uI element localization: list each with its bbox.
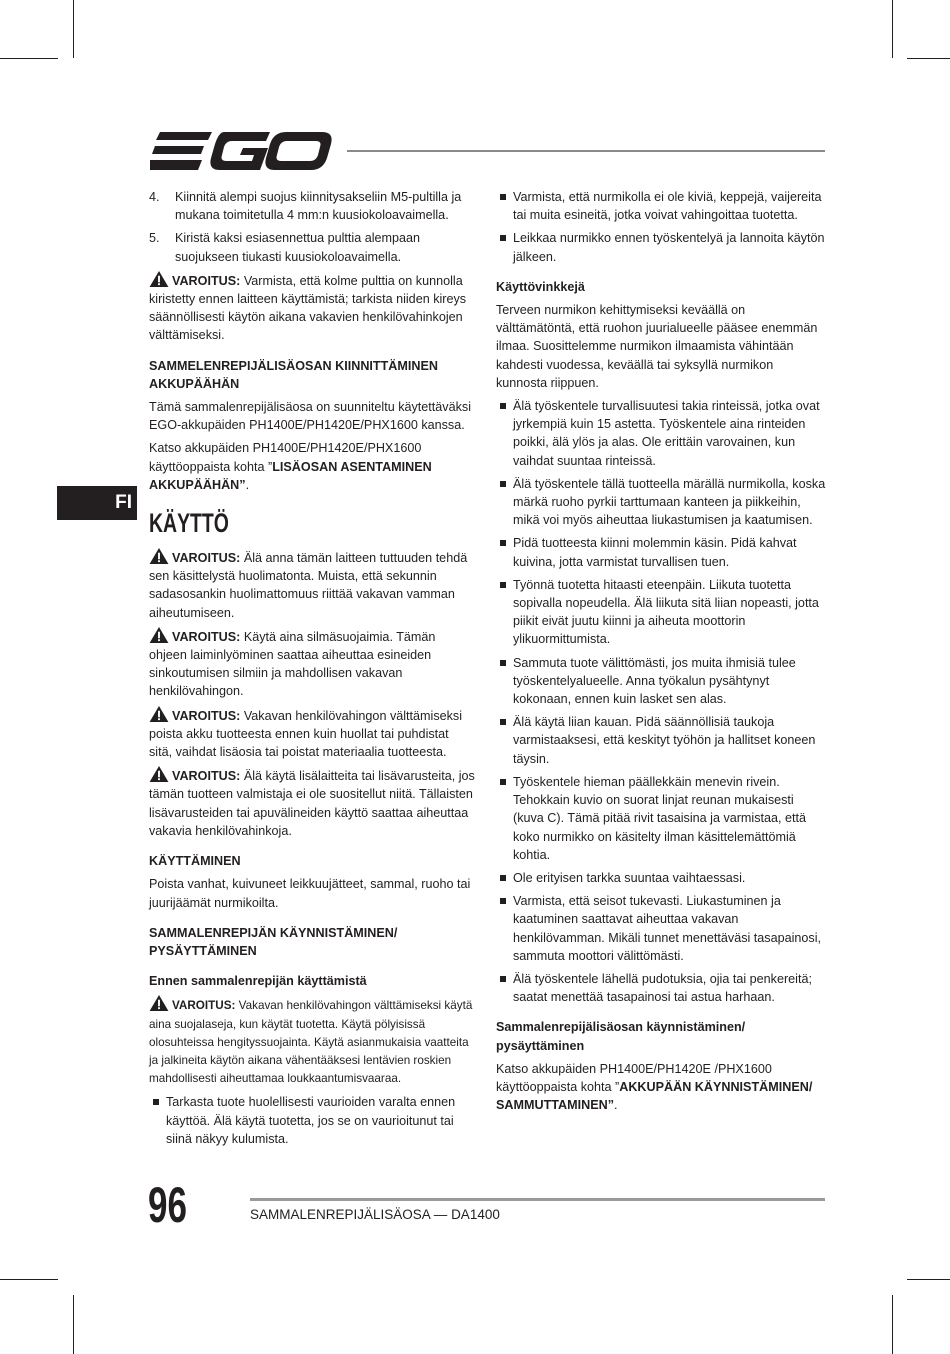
ego-logo	[150, 130, 332, 172]
crop-mark	[0, 1279, 58, 1280]
section-heading: SAMMALENREPIJÄN KÄYNNISTÄMINEN/ PYSÄYTTÄMINEN	[149, 925, 398, 958]
section-heading: KÄYTTÄMINEN	[149, 854, 241, 869]
chapter-title: KÄYTTÖ	[149, 508, 229, 539]
paragraph: Katso akkupäiden PH1400E/PH1420E/PHX1600 käyttöoppaista kohta ”LISÄOSAN ASENTAMINEN AKKUPÄÄHÄN”.	[149, 441, 432, 492]
bullet-square-icon	[149, 1093, 166, 1148]
bullet-item: Leikkaa nurmikko ennen työskentelyä ja lannoita käytön jälkeen.	[496, 229, 826, 265]
right-column	[496, 188, 826, 1119]
bullet-square-icon	[496, 576, 513, 649]
warning-triangle-icon	[149, 271, 169, 287]
paragraph: Terveen nurmikon kehittymiseksi keväällä on välttämätöntä, että ruohon juurialueelle pääsee enemmän ilmaa. Suosittelemme nurmikon ilmaamista vähintään kahdesti vuodessa, keväällä tai syksyllä nurmikon kunnosta riippuen.	[496, 303, 818, 390]
header-rule	[347, 150, 825, 152]
bullet-square-icon	[496, 869, 513, 887]
warning-triangle-icon	[149, 706, 169, 722]
bullet-square-icon	[496, 773, 513, 864]
crop-mark	[892, 1295, 893, 1354]
bullet-square-icon	[496, 892, 513, 965]
warning-paragraph: VAROITUS: Varmista, että kolme pulttia on kunnolla kiristetty ennen laitteen käyttämistä; tarkista niiden kireys säännöllisesti käytön aikana vakavien henkilövahinkojen välttämiseksi.	[149, 271, 475, 345]
crop-mark	[73, 1295, 74, 1354]
bullet-square-icon	[496, 397, 513, 470]
bullet-item: Älä työskentele lähellä pudotuksia, ojia tai penkereitä; saatat menettää tasapainosi tai astua harhaan.	[496, 970, 826, 1006]
step-item: 4. Kiinnitä alempi suojus kiinnitysakseliin M5-pultilla ja mukana toimitetulla 4 mm:n kuusiokoloavaimella.	[149, 190, 462, 223]
crop-mark	[907, 58, 950, 59]
warning-paragraph: VAROITUS: Vakavan henkilövahingon välttämiseksi poista akku tuotteesta ennen kuin huollat tai puhdistat sitä, vaihdat lisäosia tai poistat materiaalia tuotteesta.	[149, 706, 475, 762]
warning-paragraph: VAROITUS: Vakavan henkilövahingon välttämiseksi käytä aina suojalaseja, kun käytät tuotetta. Käytä pölyisissä olosuhteissa hengityssuojainta. Käytä asianmukaisia vaatteita ja jalkineita käytön aikana vähentääksesi lentävien roskien mahdollisesti aiheuttamaa loukkaantumisvaaraa.	[149, 995, 475, 1088]
crop-mark	[907, 1279, 950, 1280]
subheading: Ennen sammalenrepijän käyttämistä	[149, 974, 367, 989]
left-column	[149, 188, 475, 1153]
subheading: Sammalenrepijälisäosan käynnistäminen/ pysäyttäminen	[496, 1020, 746, 1053]
paragraph: Tämä sammalenrepijälisäosa on suunniteltu käytettäväksi EGO-akkupäiden PH1400E/PH1420E/PHX1600 kanssa.	[149, 400, 472, 433]
warning-triangle-icon	[149, 766, 169, 782]
bullet-square-icon	[496, 970, 513, 1006]
bullet-item: Ole erityisen tarkka suuntaa vaihtaessasi.	[496, 869, 826, 887]
warning-paragraph: VAROITUS: Älä käytä lisälaitteita tai lisävarusteita, jos tämän tuotteen valmistaja ei ole suositellut niitä. Tällaisten lisävarusteiden tai apuvälineiden käyttö saattaa aiheuttaa vakavia henkilövahinkoja.	[149, 766, 475, 840]
bullet-square-icon	[496, 229, 513, 265]
warning-triangle-icon	[149, 627, 169, 643]
crop-mark	[73, 0, 74, 58]
bullet-item: Tarkasta tuote huolellisesti vaurioiden varalta ennen käyttöä. Älä käytä tuotetta, jos se on vaurioitunut tai siinä näkyy kulumista.	[149, 1093, 475, 1148]
step-item: 5. Kiristä kaksi esiasennettua pulttia alempaan suojukseen tiukasti kuusiokoloavaimella.	[149, 231, 421, 264]
bullet-item: Pidä tuotteesta kiinni molemmin käsin. Pidä kahvat kuivina, jotta varmistat turvallisen tuen.	[496, 534, 826, 570]
footer-rule	[250, 1198, 825, 1201]
bullet-square-icon	[496, 713, 513, 768]
crop-mark	[892, 0, 893, 58]
warning-paragraph: VAROITUS: Älä anna tämän laitteen tuttuuden tehdä sen käsittelystä huolimatonta. Muista, että sekunnin sadasosankin huolimattomuus riittää vakavan vamman aiheutumiseen.	[149, 548, 475, 622]
crop-mark	[0, 58, 58, 59]
subheading: Käyttövinkkejä	[496, 279, 585, 294]
paragraph: Poista vanhat, kuivuneet leikkuujätteet, sammal, ruoho tai juurijäämät nurmikoilta.	[149, 877, 471, 910]
paragraph: Katso akkupäiden PH1400E/PH1420E /PHX1600 käyttöoppaista kohta ”AKKUPÄÄN KÄYNNISTÄMINEN/ SAMMUTTAMINEN”.	[496, 1061, 813, 1113]
warning-triangle-icon	[149, 995, 169, 1011]
bullet-square-icon	[496, 188, 513, 224]
bullet-item: Työskentele hieman päällekkäin menevin rivein. Tehokkain kuvio on suorat linjat reunan mukaisesti (kuva C). Tämä pitää rivit tasaisina ja varmistaa, että koko nurmikko on käsitelty ilman käsittelemättömiä kohtia.	[496, 773, 826, 864]
bullet-square-icon	[496, 534, 513, 570]
language-tab: FI	[57, 486, 137, 520]
bullet-item: Sammuta tuote välittömästi, jos muita ihmisiä tulee työskentelyalueelle. Anna työkalun pysähtynyt kokonaan, ennen kuin lasket sen alas.	[496, 654, 826, 709]
warning-triangle-icon	[149, 548, 169, 564]
bullet-square-icon	[496, 654, 513, 709]
warning-paragraph: VAROITUS: Käytä aina silmäsuojaimia. Tämän ohjeen laiminlyöminen saattaa aiheuttaa esineiden sinkoutumisen silmiin ja mahdollisen vakavan henkilövahingon.	[149, 627, 475, 701]
bullet-item: Älä työskentele turvallisuutesi takia rinteissä, jotka ovat jyrkempiä kuin 15 astetta. Työskentele aina rinteiden poikki, älä ylös ja alas. Ole erittäin varovainen, kun vaihdat suuntaa rinteissä.	[496, 397, 826, 470]
bullet-item: Varmista, että seisot tukevasti. Liukastuminen ja kaatuminen saattavat aiheuttaa vakavan henkilövamman. Mikäli tunnet menettäväsi tasapainosi, sammuta moottori välittömästi.	[496, 892, 826, 965]
bullet-square-icon	[496, 475, 513, 530]
bullet-item: Älä työskentele tällä tuotteella märällä nurmikolla, koska märkä ruoho pyrkii tarttumaan kanteen ja piikkeihin, mikä voi myös aiheuttaa liukastumisen ja kaatumisen.	[496, 475, 826, 530]
bullet-item: Varmista, että nurmikolla ei ole kiviä, keppejä, vaijereita tai muita esineitä, jotka voivat vahingoittaa tuotetta.	[496, 188, 826, 224]
bullet-item: Älä käytä liian kauan. Pidä säännöllisiä taukoja varmistaaksesi, että keskityt työhön ja hallitset koneen täysin.	[496, 713, 826, 768]
page-number: 96	[148, 1177, 187, 1233]
bullet-item: Työnnä tuotetta hitaasti eteenpäin. Liikuta tuotetta sopivalla nopeudella. Älä liikuta sitä liian nopeasti, jotta piikit eivät juutu kiinni ja aiheuta moottorin ylikuormittumista.	[496, 576, 826, 649]
footer-text: SAMMALENREPIJÄLISÄOSA — DA1400	[250, 1207, 500, 1222]
section-heading: SAMMELENREPIJÄLISÄOSAN KIINNITTÄMINEN AKKUPÄÄHÄN	[149, 358, 438, 391]
